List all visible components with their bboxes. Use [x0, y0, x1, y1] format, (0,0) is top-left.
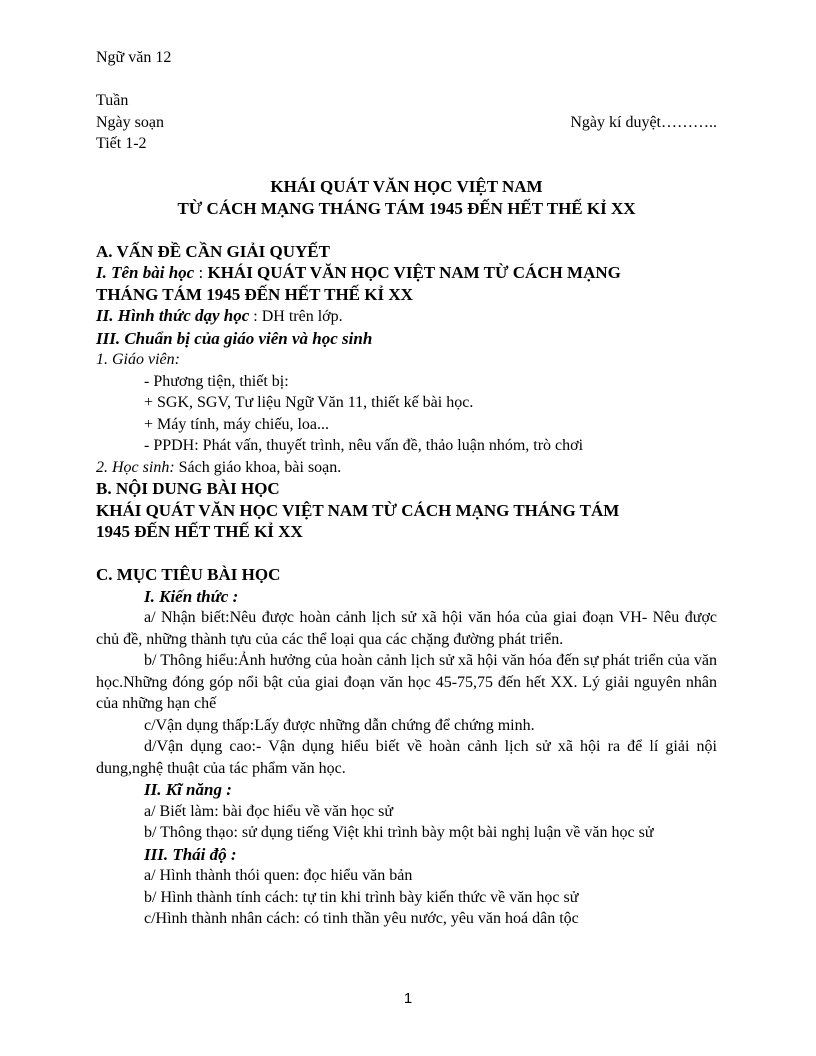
knowledge-b: b/ Thông hiểu:Ảnh hưởng của hoàn cảnh lịch sử xã hội văn hóa đến sự phát triển của văn học.Những đóng góp nổi bật của giai đoạn văn học 45-75,75 đến hết XX. Lý giải nguyên nhân của những hạn chế [96, 652, 717, 712]
section-b-title-1: KHÁI QUÁT VĂN HỌC VIỆT NAM TỪ CÁCH MẠNG THÁNG TÁM [96, 500, 620, 520]
form-label: II. Hình thức dạy học [96, 306, 250, 325]
attitude-c: c/Hình thành nhân cách: có tinh thần yêu nước, yêu văn hoá dân tộc [144, 910, 579, 927]
date-row [96, 112, 717, 134]
teacher-item: - PPDH: Phát vấn, thuyết trình, nêu vấn đề, thảo luận nhóm, trò chơi [144, 437, 584, 454]
skills-label: II. Kĩ năng : [144, 780, 232, 799]
page-number: 1 [403, 990, 413, 1007]
teacher-item: + Máy tính, máy chiếu, loa... [144, 415, 329, 433]
lesson-name-line [96, 262, 717, 284]
prep-heading: III. Chuẩn bị của giáo viên và học sinh [96, 328, 373, 348]
attitude-a: a/ Hình thành thói quen: đọc hiểu văn bản [144, 867, 413, 884]
document-page [96, 47, 717, 930]
lesson-name-label: I. Tên bài học [96, 263, 195, 282]
teacher-item: - Phương tiện, thiết bị: [144, 372, 289, 390]
form-value: : DH trên lớp. [249, 308, 343, 325]
title-line-1: KHÁI QUÁT VĂN HỌC VIỆT NAM [270, 177, 543, 196]
skills-a: a/ Biết làm: bài đọc hiểu về văn học sử [144, 802, 394, 820]
section-c-heading: C. MỤC TIÊU BÀI HỌC [96, 565, 281, 584]
section-b-title-2: 1945 ĐẾN HẾT THẾ KỈ XX [96, 522, 303, 541]
student-value: Sách giáo khoa, bài soạn. [174, 458, 342, 476]
spacer [96, 543, 717, 565]
lesson-name-sep: : [194, 263, 208, 282]
spacer [96, 219, 717, 241]
spacer [96, 155, 717, 177]
section-a-heading: A. VẤN ĐỀ CẦN GIẢI QUYẾT [96, 241, 330, 261]
approval-date: Ngày kí duyệt……….. [570, 113, 717, 131]
attitude-b: b/ Hình thành tính cách: tự tin khi trình bày kiến thức về văn học sử [144, 888, 579, 906]
attitude-label: III. Thái độ : [144, 844, 237, 864]
period-line: Tiết 1-2 [96, 135, 147, 152]
knowledge-a: a/ Nhận biết:Nêu được hoàn cảnh lịch sử xã hội văn hóa của giai đoạn VH- Nêu được chủ đề, những thành tựu của các thể loại qua các chặng đường phát triển. [96, 609, 717, 648]
title-line-2: TỪ CÁCH MẠNG THÁNG TÁM 1945 ĐẾN HẾT THẾ KỈ XX [177, 198, 636, 218]
student-label: 2. Học sinh: [96, 458, 175, 476]
section-b-heading: B. NỘI DUNG BÀI HỌC [96, 479, 280, 498]
teacher-label: 1. Giáo viên: [96, 351, 180, 368]
week-line: Tuần [96, 92, 129, 109]
lesson-name-value: KHÁI QUÁT VĂN HỌC VIỆT NAM TỪ CÁCH MẠNG [207, 263, 621, 282]
skills-b: b/ Thông thạo: sử dụng tiếng Việt khi trình bày một bài nghị luận về văn học sử [144, 824, 654, 841]
lesson-name-line-2: THÁNG TÁM 1945 ĐẾN HẾT THẾ KỈ XX [96, 284, 413, 304]
knowledge-label: I. Kiến thức : [144, 586, 239, 606]
subject-line: Ngữ văn 12 [96, 49, 172, 66]
spacer [96, 69, 717, 91]
prep-date: Ngày soạn [96, 113, 164, 131]
knowledge-c: c/Vận dụng thấp:Lấy được những dẫn chứng để chứng minh. [144, 716, 535, 734]
knowledge-d: d/Vận dụng cao:- Vận dụng hiểu biết về hoàn cảnh lịch sử xã hội ra để lí giải nội dung,nghệ thuật của tác phẩm văn học. [96, 738, 717, 777]
form-line [96, 305, 717, 328]
student-line [96, 457, 717, 479]
teacher-item: + SGK, SGV, Tư liệu Ngữ Văn 11, thiết kế bài học. [144, 394, 474, 411]
